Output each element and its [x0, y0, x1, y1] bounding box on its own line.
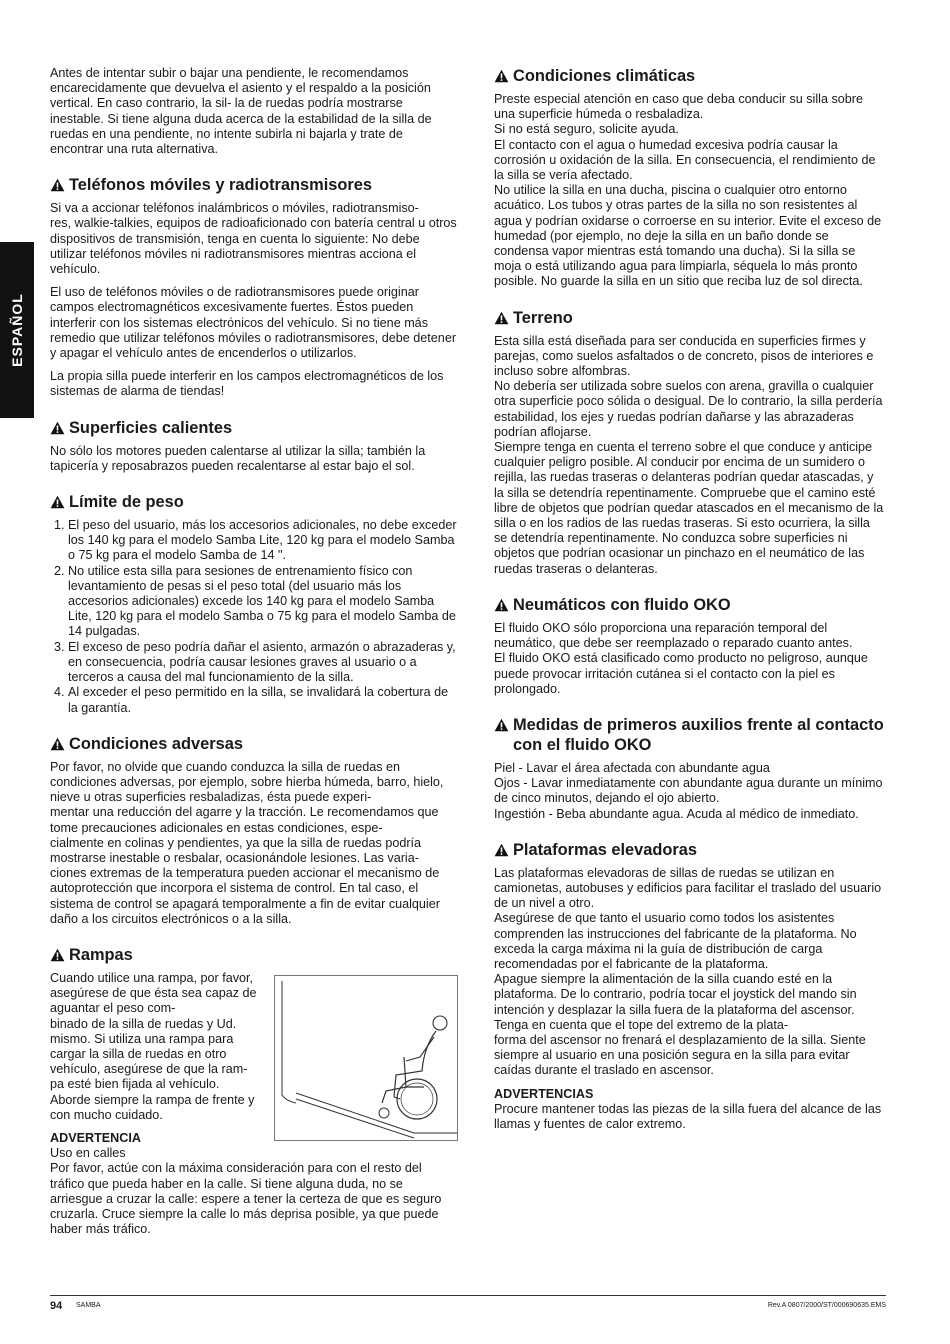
superficies-paragraph: No sólo los motores pueden calentarse al utilizar la silla; también la tapicería y reposabrazos pueden recalentarse al estar bajo el sol. — [50, 443, 426, 473]
page-number: 94 — [50, 1300, 63, 1312]
warning-icon — [494, 843, 509, 857]
limite-list — [50, 518, 458, 716]
warning-icon — [50, 948, 65, 962]
section-title-telefonos: Teléfonos móviles y radiotransmisores — [50, 175, 458, 195]
left-column — [50, 66, 458, 1245]
warning-icon — [50, 178, 65, 192]
warning-icon — [494, 598, 509, 612]
climaticas-paragraph: Preste especial atención en caso que deba conducir su silla sobre una superficie húmeda o resbaladiza. Si no está seguro, solicite ayuda. El contacto con el agua o humedad excesiva podría causar la corrosión u oxidación de la silla. En consecuencia, el rendimiento de la silla se vería afectado. No utilice la silla en una ducha, piscina o cualquier otro entorno acuático. Los tubos y otras partes de la silla no son resistentes al agua y podrían oxidarse o corroerse en su interior. Evite el exceso de humedad (por ejemplo, no deje la silla en un baño donde se condensa vapor mientras está tomando una ducha). Si la silla se moja o está utilizando agua para limpiarla, séquela lo más pronto posible. No guarde la silla en un sitio que reciba luz de sol directa. — [494, 92, 882, 289]
list-item: 2. No utilice esta silla para sesiones de entrenamiento físico con levantamiento de pesas si el peso total (del usuario más los accesorios adicionales) excede los 140 kg para el modelo Samba Lite, 120 kg para el modelo Samba o 75 kg para el modelo Samba de 14 pulgadas. — [68, 564, 458, 640]
intro-paragraph: Antes de intentar subir o bajar una pendiente, le recomendamos encarecidamente que devuelva el asiento y el respaldo a la posición vertical. En caso contrario, la sil- la de ruedas podría mostrarse inestable. Si tiene alguna duda acerca de la estabilidad de la silla de ruedas en una pendiente, no intente subirla ni bajarla y trate de encontrar una ruta alternativa. — [50, 66, 432, 157]
list-item: 4. Al exceder el peso permitido en la silla, se invalidará la cobertura de la garantía. — [68, 685, 458, 715]
advertencias-paragraph: Procure mantener todas las piezas de la silla fuera del alcance de las llamas y fuentes de calor extremo. — [494, 1101, 882, 1131]
adversas-paragraph: Por favor, no olvide que cuando conduzca la silla de ruedas en condiciones adversas, por ejemplo, sobre hierba húmeda, barro, hielo, nieve u otras superficies resbaladizas, ésta puede experi- mentar una reducción del agarre y la tracción. Le recomendamos que tome precauciones adicionales en estas condiciones, espe- cialmente en colinas y pendientes, ya que la silla de ruedas podría mostrarse inestable o resbalar, ocasionándole lesiones. Las varia- ciones extremas de la temperatura pueden accionar el mecanismo de autoprotección que incorpora el sistema de control. En tal caso, el sistema de control se apagará temporalmente a fin de evitar cualquier daño a los circuitos electrónicos o a la silla. — [50, 759, 444, 926]
footer-divider — [50, 1295, 886, 1296]
section-title-limite: Límite de peso — [50, 492, 458, 512]
section-title-rampas: Rampas — [50, 945, 458, 965]
plataformas-paragraph: Las plataformas elevadoras de sillas de ruedas se utilizan en camionetas, autobuses y edificios para facilitar el traslado del usuario de un nivel a otro. Asegúrese de que tanto el usuario como todos los asistentes comprenden las instrucciones del fabricante de la plataforma. No exceda la carga máxima ni la guía de distribución de carga recomendadas por el fabricante de la plataforma. Apague siempre la alimentación de la silla cuando esté en la plataforma. De lo contrario, podría tocar el joystick del mando sin intención y desplazar la silla fuera de la plataforma del ascensor. Tenga en cuenta que el tope del extremo de la plata- forma del ascensor no frenará el desplazamiento de la silla. Siente siempre al usuario en una posición segura en la silla para evitar caídas durante el traslado en ascensor. — [494, 865, 882, 1078]
list-item: 3. El exceso de peso podría dañar el asiento, armazón o abrazaderas y, en consecuencia, podría causar lesiones graves al usuario o a terceros a causa del mal funcionamiento de la silla. — [68, 640, 458, 686]
rampas-block — [50, 971, 458, 1123]
footer-model: SAMBA — [76, 1302, 101, 1309]
telefonos-paragraph-3: La propia silla puede interferir en los campos electromagnéticos de los sistemas de alarma de tiendas! — [50, 369, 444, 399]
section-title-adversas: Condiciones adversas — [50, 734, 458, 754]
advertencia-title: ADVERTENCIA — [50, 1130, 141, 1145]
telefonos-paragraph-1: Si va a accionar teléfonos inalámbricos o móviles, radiotransmiso- res, walkie-talkies, equipos de radioaficionado con batería central u otros dispositivos de transmisión, tenga en cuenta lo siguiente: No debe utilizar teléfonos móviles ni radiotransmisores mientras acciona el vehículo. — [50, 201, 457, 277]
language-tab — [0, 242, 34, 418]
terreno-paragraph: Esta silla está diseñada para ser conducida en superficies firmes y parejas, como suelos asfaltados o de concreto, pisos de interiores e incluso sobre alfombras. No debería ser utilizada sobre suelos con arena, gravilla o cualquier otra superficie poco sólida o desigual. De lo contrario, la silla perdería estabilidad, los ejes y ruedas podrían dañarse y las abrazaderas podrían aflojarse. Siempre tenga en cuenta el terreno sobre el que conduce y anticipe cualquier peligro posible. Al conducir por encima de un sumidero o rejilla, las ruedas traseras o delanteras podrían quedar atascadas, y la silla se detendría repentinamente. Compruebe que el camino esté libre de objetos que podrían quedar atascados en el mecanismo de la silla o en los radios de las ruedas traseras. Si esto ocurriera, la silla se detendría repentinamente. No conduzca sobre superficies ni objetos que podrían ocasionar un pinchazo en el neumático de las ruedas traseras o delanteras. — [494, 333, 884, 576]
telefonos-paragraph-2: El uso de teléfonos móviles o de radiotransmisores puede originar campos electromagnéticos excesivamente fuertes. Éstos pueden interferir con los sistemas electrónicos del vehículo. Si no tiene más remedio que utilizar teléfonos móviles o radiotransmisores, debe detener y apagar el vehículo antes de encenderlos o utilizarlos. — [50, 285, 457, 361]
right-column — [494, 66, 886, 1140]
warning-icon — [494, 311, 509, 325]
ramp-illustration — [274, 975, 458, 1141]
neumaticos-paragraph: El fluido OKO sólo proporciona una reparación temporal del neumático, que debe ser reemplazado o reparado cuanto antes. El fluido OKO está clasificado como producto no peligroso, aunque puede provocar irritación cutánea si el contacto con la piel es prolongado. — [494, 620, 868, 696]
list-item: 1. El peso del usuario, más los accesorios adicionales, no debe exceder los 140 kg para el modelo Samba Lite, 120 kg para el modelo Samba o 75 kg para el modelo Samba de 14 ". — [68, 518, 458, 564]
section-title-superficies: Superficies calientes — [50, 418, 458, 438]
footer-reference: Rev.A 0807/2000/ST/000690635.EMS — [767, 1302, 886, 1309]
section-title-terreno: Terreno — [494, 308, 886, 328]
warning-icon — [50, 495, 65, 509]
auxilios-paragraph: Piel - Lavar el área afectada con abundante agua Ojos - Lavar inmediatamente con abundante agua durante un mínimo de cinco minutos, dejando el ojo abierto. Ingestión - Beba abundante agua. Acuda al médico de inmediato. — [494, 760, 883, 821]
warning-icon — [494, 69, 509, 83]
advertencia-paragraph: Por favor, actúe con la máxima consideración para con el resto del tráfico que pueda haber en la calle. Si tiene alguna duda, no se arriesgue a cruzar la calle: espere a tener la certeza de que es seguro cruzarla. Cruce siempre la calle lo más deprisa posible, ya que puede haber más tráfico. — [50, 1161, 442, 1237]
language-tab-label: ESPAÑOL — [9, 293, 25, 367]
warning-icon — [50, 737, 65, 751]
section-title-auxilios: Medidas de primeros auxilios frente al contacto con el fluido OKO — [494, 715, 886, 755]
warning-icon — [50, 421, 65, 435]
section-title-plataformas: Plataformas elevadoras — [494, 840, 886, 860]
rampas-paragraph: Cuando utilice una rampa, por favor, asegúrese de que ésta sea capaz de aguantar el peso com- binado de la silla de ruedas y Ud. mismo. Si utiliza una rampa para cargar la silla de ruedas en otro vehículo, asegúrese de que la ram- pa esté bien fijada al vehículo. Aborde siempre la rampa de frente y con mucho cuidado. — [50, 970, 257, 1122]
advertencias-title: ADVERTENCIAS — [494, 1086, 594, 1101]
section-title-climaticas: Condiciones climáticas — [494, 66, 886, 86]
advertencia-subtitle: Uso en calles — [50, 1146, 126, 1161]
warning-icon — [494, 718, 509, 732]
section-title-neumaticos: Neumáticos con fluido OKO — [494, 595, 886, 615]
